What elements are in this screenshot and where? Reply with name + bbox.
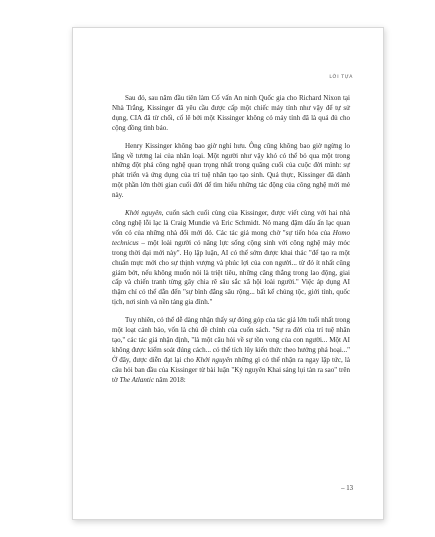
- paragraph: [112, 209, 350, 308]
- paragraph: [112, 142, 350, 201]
- text-run: – một loài người có năng lực sống cộng sinh với công nghệ máy móc trong thời đại mới này". Họ lập luận, AI có thể sớm được khai thác "để tạo ra một chuẩn mực mới cho sự thịnh vượng và phúc lợi của con người... từ đó ít nhất cũng giảm bớt, nếu không muốn nói là triệt tiêu, những căng thẳng trong lao động, giai cấp và chiến tranh từng gây chia rẽ sâu sắc xã hội loài người." Việc áp dụng AI thậm chí có thể dẫn đến "sự bình đẳng sâu rộng... bất kể chủng tộc, giới tính, quốc tịch, nơi sinh và nền tảng gia đình.": [112, 238, 350, 307]
- italic-text: Homo technicus: [112, 228, 350, 247]
- page-number: – 13: [341, 485, 353, 492]
- italic-text: Khởi nguyên: [195, 355, 233, 364]
- text-run: những gì có thể nhận ra ngay lập tức, là câu hỏi ban đầu của Kissinger từ bài luận "Kỷ nguyên Khai sáng lụi tàn ra sao" trên tờ: [112, 355, 350, 384]
- text-run: Henry Kissinger không bao giờ nghỉ hưu. Ông cũng không bao giờ ngừng lo lắng về tương lai của nhân loại. Một người như vậy khó có thể bỏ qua một trong những đột phá công nghệ quan trọng nhất trong quãng cuối của cuộc đời mình: sự phát triển và ứng dụng của trí tuệ nhân tạo tạo sinh. Quả thực, Kissinger đã dành một phần lớn thời gian cuối đời để tìm hiểu những tác động của công nghệ mới mẻ này.: [112, 141, 350, 200]
- text-run: , cuốn sách cuối cùng của Kissinger, được viết cùng với hai nhà công nghệ lỗi lạc là Craig Mundie và Eric Schmidt. Nó mang đậm dấu ấn lạc quan vốn có của những nhà đổi mới đó. Các tác giả mong chờ "sự tiến hóa của: [112, 209, 350, 237]
- paragraph: [112, 94, 350, 134]
- running-head: LỜI TỰA: [329, 75, 353, 80]
- italic-text: Khởi nguyên: [125, 209, 162, 218]
- text-run: năm 2018:: [153, 375, 186, 384]
- paragraph: [112, 316, 350, 385]
- book-page: [72, 27, 384, 520]
- text-run: Tuy nhiên, có thể dễ dàng nhận thấy sự đóng góp của tác giả lớn tuổi nhất trong một loạt cảnh báo, vốn là chủ đề chính của cuốn sách. "Sự ra đời của trí tuệ nhân tạo," các tác giả nhận định, "là một câu hỏi về sự tồn vong của con người... Một AI không được kiểm soát đúng cách... có thể tích lũy kiến thức theo hướng phá hoại..." Ở đây, được diễn đạt lại cho: [112, 316, 350, 364]
- italic-text: The Atlantic: [119, 375, 154, 384]
- text-run: Sau đó, sau năm đầu tiên làm Cố vấn An ninh Quốc gia cho Richard Nixon tại Nhà Trắng, Kissinger đã yêu cầu được cấp một chiếc máy tính như vậy để tự sử dụng, CIA đã từ chối, cố lẽ bởi một Kissinger không có máy tính đã là quá đủ cho cộng đồng tình báo.: [112, 94, 350, 132]
- body-text: [112, 94, 350, 393]
